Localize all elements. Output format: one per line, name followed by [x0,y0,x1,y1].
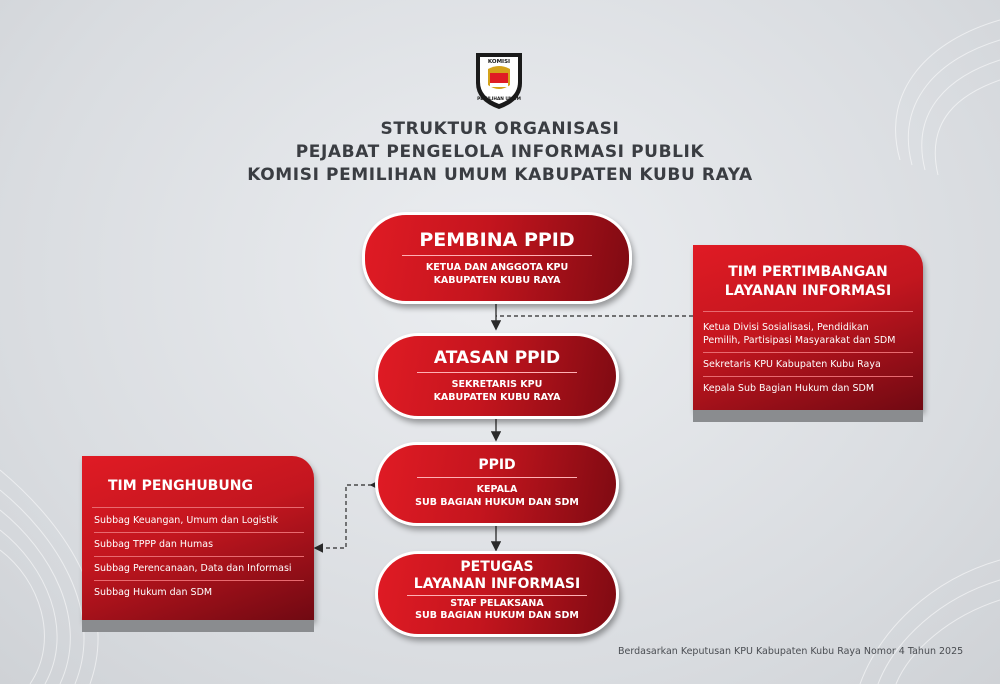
ppid-heading: PPID [478,457,516,473]
tim-penghubung-footer [82,620,314,632]
tim-pertimbangan-item-1b: Pemilih, Partisipasi Masyarakat dan SDM [703,335,896,346]
title-line-3: KOMISI PEMILIHAN UMUM KABUPATEN KUBU RAYA [247,165,753,185]
tim-pertimbangan-panel [693,245,923,410]
logo-bottom-text: PEMILIHAN UMUM [477,97,521,102]
atasan-divider [417,372,577,373]
title-line-1: STRUKTUR ORGANISASI [380,119,620,139]
petugas-heading-1: PETUGAS [460,559,534,575]
atasan-line1: SEKRETARIS KPU [451,379,543,390]
tim-pertimbangan-footer [693,410,923,422]
tim-penghubung-sep-1 [94,532,304,533]
footnote: Berdasarkan Keputusan KPU Kabupaten Kubu Raya Nomor 4 Tahun 2025 [618,646,964,657]
tim-penghubung-title: TIM PENGHUBUNG [108,478,253,494]
tim-pertimbangan-title-1: TIM PERTIMBANGAN [728,264,888,280]
tim-penghubung-item-4: Subbag Hukum dan SDM [94,587,213,598]
pembina-divider [402,255,592,256]
ppid-line2: SUB BAGIAN HUKUM DAN SDM [415,497,579,508]
pembina-line1: KETUA DAN ANGGOTA KPU [425,262,569,273]
page-title [200,118,800,187]
tim-penghubung-item-2: Subbag TPPP dan Humas [94,539,214,550]
petugas-divider [407,595,587,596]
tim-pertimbangan-item-3: Kepala Sub Bagian Hukum dan SDM [703,383,875,394]
ppid-divider [417,477,577,478]
tim-pertimbangan-title-2: LAYANAN INFORMASI [724,283,892,299]
tim-penghubung-item-1: Subbag Keuangan, Umum dan Logistik [94,515,279,526]
tim-penghubung-sep-3 [94,580,304,581]
atasan-heading: ATASAN PPID [433,348,561,368]
tim-penghubung-sep-2 [94,556,304,557]
ppid-line1: KEPALA [476,484,518,495]
tim-pertimbangan-item-2: Sekretaris KPU Kabupaten Kubu Raya [703,359,881,370]
pembina-ppid-box [362,212,632,304]
tim-penghubung-panel [82,456,314,620]
tim-pertimbangan-sep-2 [703,376,913,377]
kpu-logo [466,49,532,111]
title-line-2: PEJABAT PENGELOLA INFORMASI PUBLIK [295,142,705,162]
petugas-line2: SUB BAGIAN HUKUM DAN SDM [415,610,579,621]
pembina-line2: KABUPATEN KUBU RAYA [433,275,561,286]
tim-pertimbangan-sep-1 [703,352,913,353]
pembina-heading: PEMBINA PPID [419,229,575,251]
tim-pertimbangan-item-1a: Ketua Divisi Sosialisasi, Pendidikan [703,322,869,333]
atasan-ppid-box [375,333,619,419]
tim-penghubung-item-3: Subbag Perencanaan, Data dan Informasi [94,563,292,574]
petugas-heading-2: LAYANAN INFORMASI [413,576,581,592]
logo-top-text: KOMISI [487,59,511,65]
petugas-line1: STAF PELAKSANA [450,598,544,609]
petugas-layanan-box [375,551,619,637]
ppid-box [375,442,619,526]
atasan-line2: KABUPATEN KUBU RAYA [433,392,561,403]
